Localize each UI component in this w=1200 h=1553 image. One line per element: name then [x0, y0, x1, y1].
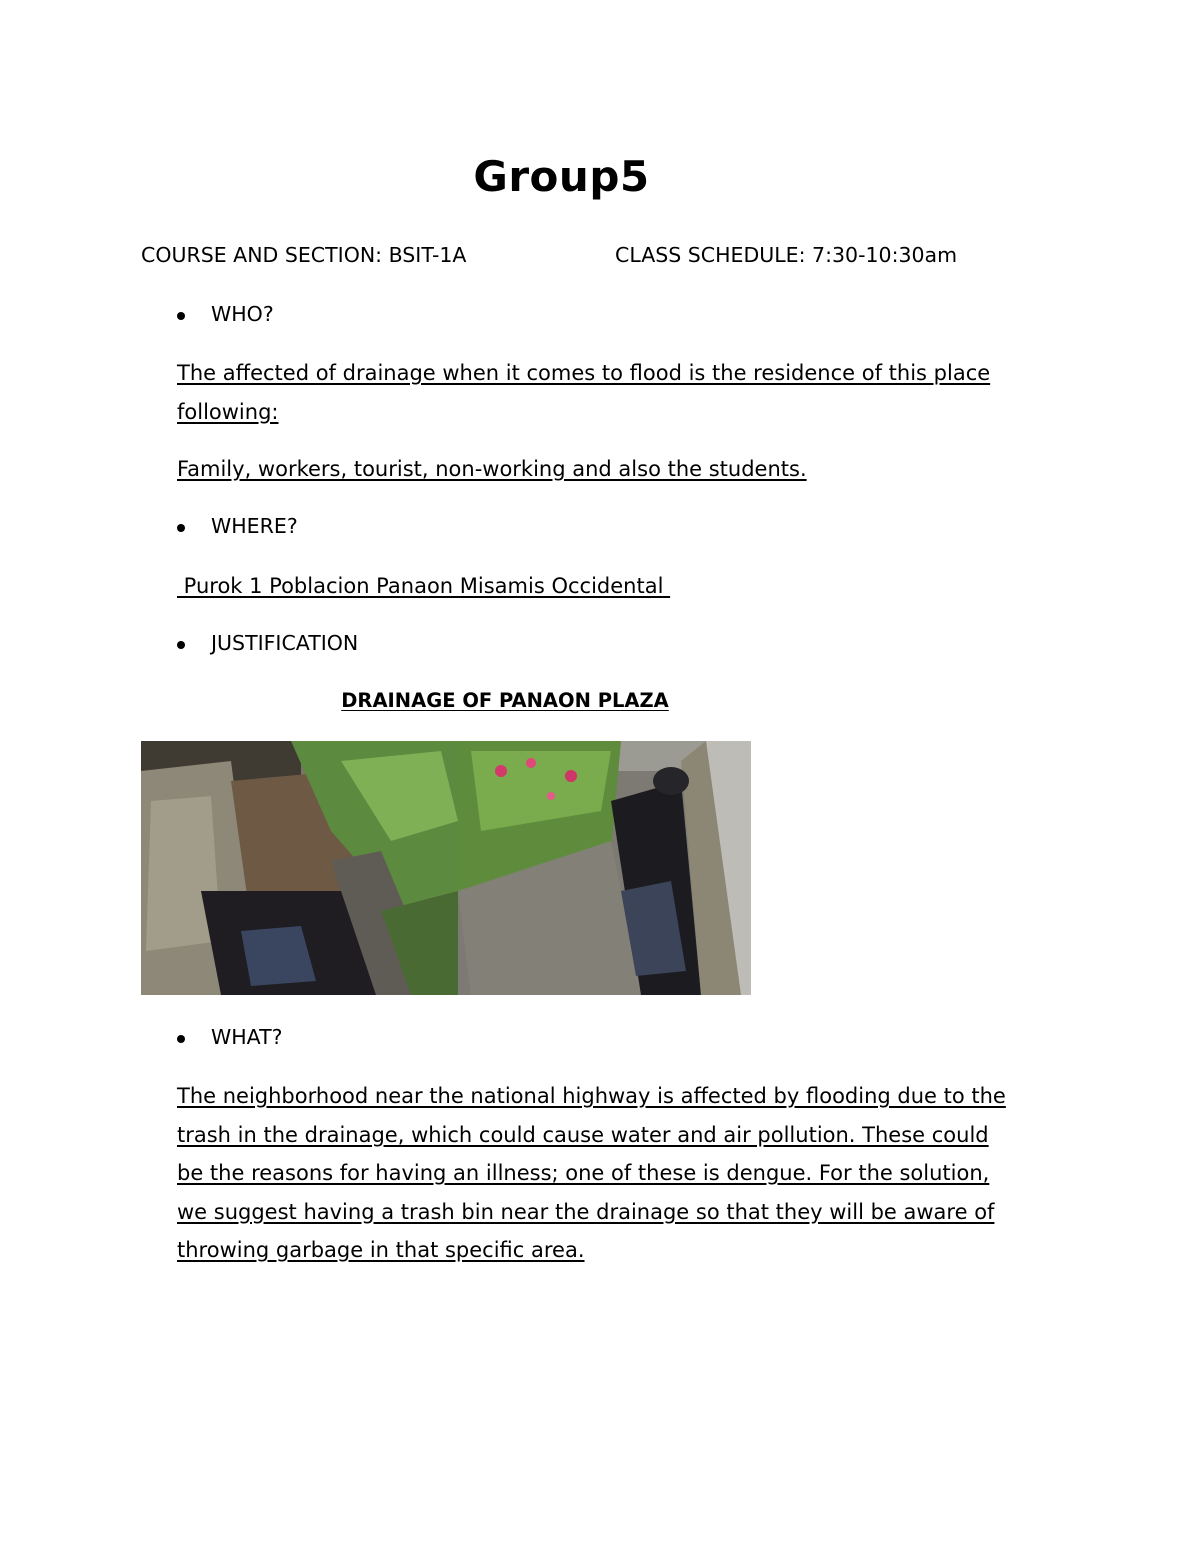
- course-section: COURSE AND SECTION: BSIT-1A: [141, 243, 467, 267]
- heading-where: WHERE?: [211, 514, 298, 538]
- what-line: trash in the drainage, which could cause water and air pollution. These could: [177, 1122, 989, 1147]
- bullet-icon: [177, 312, 185, 320]
- heading-justification: JUSTIFICATION: [211, 631, 359, 655]
- where-location: [177, 567, 1067, 606]
- who-line: The affected of drainage when it comes to flood is the residence of this place: [177, 361, 991, 385]
- who-line: following:: [177, 399, 279, 424]
- who-list-text: Family, workers, tourist, non-working and also the students.: [177, 457, 807, 481]
- who-list: [177, 450, 1067, 489]
- bullet-what: [0, 1025, 1200, 1055]
- what-line: be the reasons for having an illness; one of these is dengue. For the solution,: [177, 1161, 990, 1185]
- location-text: Purok 1 Poblacion Panaon Misamis Occidental: [177, 574, 671, 598]
- heading-who: WHO?: [211, 302, 274, 326]
- bullet-who: [0, 302, 1200, 332]
- what-line: throwing garbage in that specific area.: [177, 1238, 585, 1262]
- bullet-icon: [177, 524, 185, 532]
- drainage-photo-icon: [141, 741, 751, 995]
- who-paragraph: [177, 354, 1067, 431]
- document-title: Group5: [473, 152, 650, 201]
- bullet-icon: [177, 1035, 185, 1043]
- what-line: The neighborhood near the national highway is affected by flooding due to the: [177, 1084, 1006, 1108]
- drainage-photo: [141, 741, 751, 995]
- class-schedule: CLASS SCHEDULE: 7:30-10:30am: [615, 243, 958, 267]
- bullet-icon: [177, 641, 185, 649]
- heading-what: WHAT?: [211, 1025, 283, 1049]
- what-line: we suggest having a trash bin near the drainage so that they will be aware of: [177, 1199, 995, 1224]
- bullet-where: [0, 514, 1200, 544]
- what-paragraph: [177, 1077, 1067, 1270]
- photo-caption: DRAINAGE OF PANAON PLAZA: [341, 689, 669, 712]
- bullet-justification: [0, 631, 1200, 661]
